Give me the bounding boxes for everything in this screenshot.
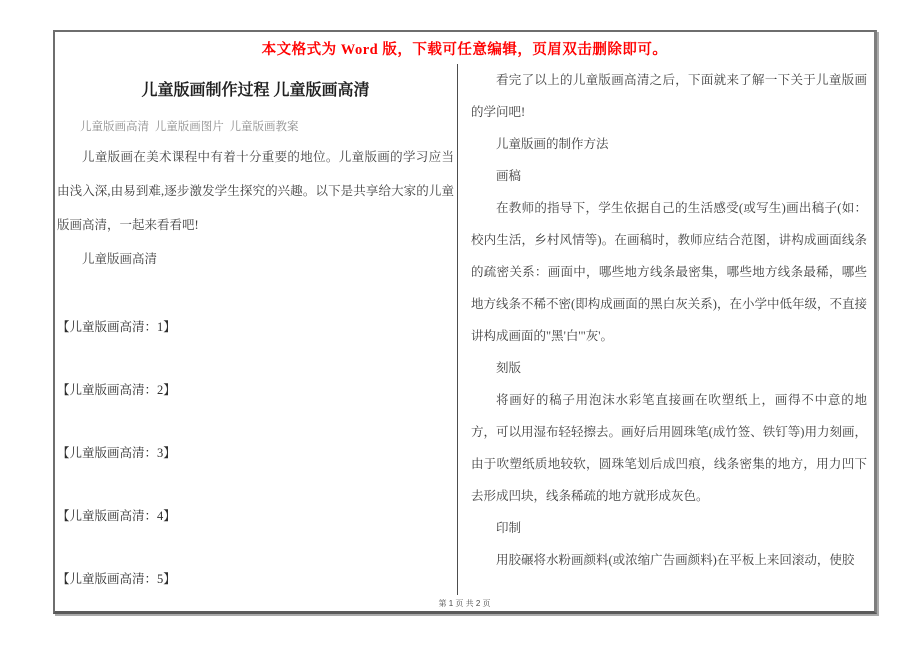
gallery-caption-4: 【儿童版画高清：4】: [57, 509, 176, 523]
two-column-layout: [55, 64, 874, 595]
section-subheading: 儿童版画高清: [82, 252, 158, 266]
paragraph-printing-detail: 用胶碾将水粉画颜料(或浓缩广告画颜料)在平板上来回滚动，使胶: [496, 553, 855, 567]
gallery-caption-2: 【儿童版画高清：2】: [57, 383, 176, 397]
edit-notice-banner: 本文格式为 Word 版，下载可任意编辑，页眉双击删除即可。: [261, 42, 668, 58]
gallery-caption-5: 【儿童版画高清：5】: [57, 572, 176, 586]
document-title: 儿童版画制作过程 儿童版画高清: [141, 82, 370, 99]
heading-sketch: 画稿: [496, 169, 522, 183]
gallery-caption-1: 【儿童版画高清：1】: [57, 320, 176, 334]
heading-production-method: 儿童版画的制作方法: [496, 137, 609, 151]
intro-paragraph: 儿童版画在美术课程中有着十分重要的地位。儿童版画的学习应当由浅入深,由易到难,逐步激发学生探究的兴趣。以下是共享给大家的儿童版画高清，一起来看看吧!: [57, 150, 454, 232]
paragraph-transition: 看完了以上的儿童版画高清之后，下面就来了解一下关于儿童版画的学问吧!: [471, 73, 867, 119]
right-column: [458, 64, 874, 595]
word-page: [53, 30, 877, 614]
left-column: [55, 64, 457, 595]
gallery-caption-3: 【儿童版画高清：3】: [57, 446, 176, 460]
page-number-footer: 第 1 页 共 2 页: [438, 599, 491, 608]
heading-carving: 刻版: [496, 361, 522, 375]
heading-printing: 印制: [496, 521, 522, 535]
paragraph-carving-detail: 将画好的稿子用泡沫水彩笔直接画在吹塑纸上，画得不中意的地方，可以用湿布轻轻擦去。画好后用圆珠笔(成竹签、铁钉等)用力刻画，由于吹塑纸质地较软，圆珠笔划后成凹痕，线条密集的地方，用力凹下去形成凹块，线条稀疏的地方就形成灰色。: [471, 393, 867, 503]
paragraph-sketch-detail: 在教师的指导下，学生依据自己的生活感受(或写生)画出稿子(如：校内生活，乡村风情等)。在画稿时，教师应结合范图，讲构成画面线条的疏密关系：画面中，哪些地方线条最密集，哪些地方线条最稀，哪些地方线条不稀不密(即构成画面的黑白灰关系)，在小学中低年级，不直接讲构成画面的"黑'白'"灰'。: [471, 201, 867, 343]
keywords-line: 儿童版画高清 儿童版画图片 儿童版画教案: [80, 121, 299, 133]
